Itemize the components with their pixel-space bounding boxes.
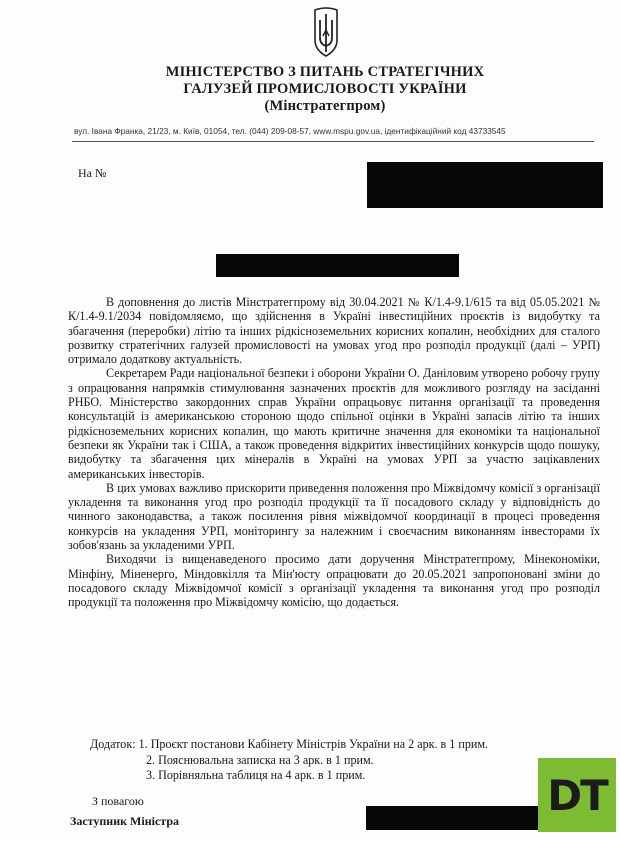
paragraph-4: Виходячи із вищенаведеного просимо дати доручення Мінстратегпрому, Мінекономіки, Мінфіну, Міненерго, Міндовкілля та Мін'юсту опрацювати до 20.05.2021 запропоновані зміни до посадового складу Міжвідомчої комісії з організації укладення та виконання угод про розподіл продукції та положення про Міжвідомчу комісію, що додається. [68,552,600,610]
paragraph-3: В цих умовах важливо прискорити приведення положення про Міжвідомчу комісії з організації укладення та виконання угод про розподіл продукції та її посадового складу у відповідність до чинного законодавства, а також посилення рівня міжвідомчої координації в процесі проведення конкурсів на укладення УРП, моніторингу за належним і своєчасним виконанням інвесторами їх зобов'язань за укладеними УРП. [68,480,600,553]
ministry-short-name: (Мінстратегпром) [264,98,386,114]
ministry-title-line1: МІНІСТЕРСТВО З ПИТАНЬ СТРАТЕГІЧНИХ [165,64,485,80]
trident-emblem-icon [312,6,340,58]
letter-body [68,295,600,610]
ministry-address: вул. Івана Франка, 21/23, м. Київ, 01054, тел. (044) 209-08-57, www.mspu.gov.ua, ідентифікаційний код 43733545 [74,126,506,136]
header-divider [72,141,594,142]
redacted-recipient-block [367,162,603,208]
ministry-title-line2: ГАЛУЗЕЙ ПРОМИСЛОВОСТІ УКРАЇНИ [183,81,467,97]
redacted-signature-block [366,806,548,830]
paragraph-1: В доповнення до листів Мінстратегпрому від 30.04.2021 № К/1.4-9.1/615 та від 05.05.2021 № К/1.4-9.1/2034 повідомляємо, що здійснення в Україні інвестиційних проєктів із видобутку та збагачення (переробки) літію та інших рідкісноземельних корисних копалин, необхідних для сталого розвитку стратегічних галузей промисловості на умовах угод про розподіл продукції (далі – УРП) отримало додаткову актуальність. [68,295,600,367]
redacted-addressee-block [216,254,459,277]
attachment-item: 1. Проєкт постанови Кабінету Міністрів України на 2 арк. в 1 прим. [138,737,489,751]
attachments-label: Додаток: [90,737,136,751]
reference-number-label: На № [78,166,107,180]
signer-title: Заступник Міністра [70,814,180,828]
dt-logo-text: DT [547,770,607,820]
attachments-list [90,737,590,784]
attachment-item: 2. Пояснювальна записка на 3 арк. в 1 прим. [146,752,374,767]
ministry-header [60,64,590,115]
dt-watermark-logo [538,758,616,832]
closing-regards: З повагою [92,794,144,808]
attachment-item: 3. Порівняльна таблиця на 4 арк. в 1 прим. [146,768,366,782]
paragraph-2: Секретарем Ради національної безпеки і оборони України О. Даніловим утворено робочу групу з опрацювання напрямків стимулювання зазначених проєктів для можливого розгляду на засіданні РНБО. Міністерство закордонних справ України опрацьовує питання організації та проведення консультацій із американською стороною щодо спільної оцінки в Україні запасів літію та інших рідкісноземельних корисних копалин, що мають критичне значення для економіки та національної безпеки як України так і США, а також проведення відкритих інвестиційних конкурсів щодо пошуку, видобутку та збагачення цих мінералів в Україні на умовах УРП за участю зацікавлених американських інвесторів. [68,366,600,481]
